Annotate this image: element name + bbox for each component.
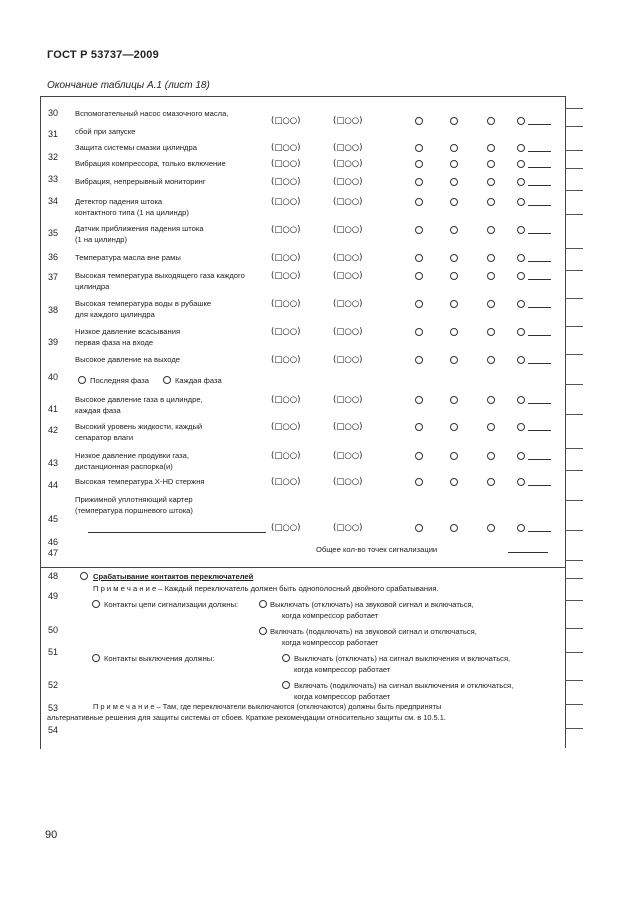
option-3-radio[interactable] [282, 654, 290, 662]
row-number-38: 38 [48, 305, 59, 315]
row-label: Вибрация, непрерывный мониторинг [75, 177, 206, 186]
option-radio-4[interactable] [517, 396, 525, 404]
option-1-line-b: когда компрессор работает [282, 611, 379, 620]
option-1-radio[interactable] [259, 600, 267, 608]
row-number-45: 45 [48, 514, 59, 524]
margin-tick [565, 248, 583, 249]
other-value-field[interactable] [528, 485, 551, 486]
symbol-set-b[interactable]: (□○○) [333, 197, 363, 207]
option-radio-4[interactable] [517, 272, 525, 280]
margin-tick [565, 560, 583, 561]
margin-tick [565, 500, 583, 501]
row-label: сепаратор влаги [75, 433, 134, 442]
margin-tick [565, 126, 583, 127]
row-number-53: 53 [48, 703, 59, 713]
margin-tick [565, 652, 583, 653]
symbol-set-b[interactable]: (□○○) [333, 159, 363, 169]
option-radio-1[interactable] [415, 226, 423, 234]
row-label: Детектор падения штока [75, 197, 163, 206]
row-label: Прижимной уплотняющий картер [75, 495, 193, 504]
alarm-contacts-label: Контакты цепи сигнализации должны: [104, 600, 239, 609]
option-radio-3[interactable] [487, 254, 495, 262]
option-2-radio[interactable] [259, 627, 267, 635]
option-radio-2[interactable] [450, 198, 458, 206]
switch-contacts-title: Срабатывание контактов переключателей [93, 572, 254, 581]
note-1: П р и м е ч а н и е – Каждый переключатель должен быть однополосный двойного срабатывания. [93, 584, 439, 593]
margin-tick [565, 578, 583, 579]
margin-tick [565, 530, 583, 531]
margin-tick [565, 270, 583, 271]
symbol-set-b[interactable]: (□○○) [333, 271, 363, 281]
symbol-set-b[interactable]: (□○○) [333, 299, 363, 309]
row-label: Защита системы смазки цилиндра [75, 143, 197, 152]
row-number-54: 54 [48, 725, 59, 735]
row-number-50: 50 [48, 625, 59, 635]
row-number-40: 40 [48, 372, 59, 382]
option-radio-3[interactable] [487, 178, 495, 186]
option-radio-4[interactable] [517, 198, 525, 206]
option-radio-2[interactable] [450, 226, 458, 234]
row-number-43: 43 [48, 458, 59, 468]
other-value-field[interactable] [528, 151, 551, 152]
symbol-set-b[interactable]: (□○○) [333, 523, 363, 533]
symbol-set-b[interactable]: (□○○) [333, 177, 363, 187]
option-radio-4[interactable] [517, 160, 525, 168]
row-label: Высокая температура выходящего газа каждого [75, 271, 245, 280]
other-value-field[interactable] [528, 531, 551, 532]
option-radio-1[interactable] [415, 423, 423, 431]
symbol-set-a[interactable]: (□○○) [271, 253, 301, 263]
each-phase-radio[interactable] [163, 376, 171, 384]
row-number-34: 34 [48, 196, 59, 206]
row-number-36: 36 [48, 252, 59, 262]
option-radio-4[interactable] [517, 144, 525, 152]
option-radio-1[interactable] [415, 300, 423, 308]
row-number-30: 30 [48, 108, 59, 118]
row-label: Датчик приближения падения штока [75, 224, 204, 233]
option-radio-1[interactable] [415, 272, 423, 280]
other-value-field[interactable] [528, 279, 551, 280]
row-number-49: 49 [48, 591, 59, 601]
row-label: Высокое давление на выходе [75, 355, 180, 364]
symbol-set-a[interactable]: (□○○) [271, 177, 301, 187]
other-value-field[interactable] [528, 430, 551, 431]
table-subtitle: Окончание таблицы А.1 (лист 18) [47, 80, 210, 91]
symbol-set-b[interactable]: (□○○) [333, 355, 363, 365]
symbol-set-a[interactable]: (□○○) [271, 355, 301, 365]
right-border [565, 96, 566, 748]
margin-tick [565, 704, 583, 705]
row-number-46: 46 [48, 537, 59, 547]
row-number-32: 32 [48, 152, 59, 162]
option-radio-1[interactable] [415, 178, 423, 186]
option-radio-3[interactable] [487, 117, 495, 125]
margin-tick [565, 168, 583, 169]
option-radio-4[interactable] [517, 300, 525, 308]
row-label: Высокая температура X-HD стержня [75, 477, 205, 486]
other-value-field[interactable] [528, 363, 551, 364]
option-3-line-a: Выключать (отключать) на сигнал выключения и включаться, [294, 654, 511, 663]
row-number-41: 41 [48, 404, 59, 414]
option-radio-4[interactable] [517, 254, 525, 262]
option-4-radio[interactable] [282, 681, 290, 689]
row-number-47: 47 [48, 548, 59, 558]
option-radio-3[interactable] [487, 300, 495, 308]
total-points-field[interactable] [508, 552, 548, 553]
row-number-35: 35 [48, 228, 59, 238]
row-number-37: 37 [48, 272, 59, 282]
last-phase-radio[interactable] [78, 376, 86, 384]
symbol-set-a[interactable]: (□○○) [271, 271, 301, 281]
symbol-set-a[interactable]: (□○○) [271, 143, 301, 153]
row-label: для каждого цилиндра [75, 310, 155, 319]
option-4-line-a: Включать (подключать) на сигнал выключения и отключаться, [294, 681, 514, 690]
option-radio-4[interactable] [517, 478, 525, 486]
symbol-set-b[interactable]: (□○○) [333, 253, 363, 263]
option-radio-2[interactable] [450, 160, 458, 168]
option-radio-4[interactable] [517, 452, 525, 460]
row-label: дистанционная распорка(и) [75, 462, 173, 471]
option-radio-2[interactable] [450, 423, 458, 431]
other-value-field[interactable] [528, 205, 551, 206]
row-label: сбой при запуске [75, 127, 136, 136]
margin-tick [565, 384, 583, 385]
option-2-line-a: Включать (подключать) на звуковой сигнал и отключаться, [270, 627, 477, 636]
row-label: Высокий уровень жидкости, каждый [75, 422, 203, 431]
margin-tick [565, 728, 583, 729]
option-radio-1[interactable] [415, 144, 423, 152]
option-2-line-b: когда компрессор работает [282, 638, 379, 647]
symbol-set-a[interactable]: (□○○) [271, 159, 301, 169]
other-value-field[interactable] [528, 261, 551, 262]
margin-tick [565, 414, 583, 415]
symbol-set-b[interactable]: (□○○) [333, 116, 363, 126]
margin-tick [565, 326, 583, 327]
symbol-set-a[interactable]: (□○○) [271, 225, 301, 235]
margin-tick [565, 108, 583, 109]
row-label: первая фаза на входе [75, 338, 154, 347]
option-radio-3[interactable] [487, 272, 495, 280]
margin-tick [565, 190, 583, 191]
option-radio-1[interactable] [415, 254, 423, 262]
symbol-set-a[interactable]: (□○○) [271, 422, 301, 432]
option-radio-2[interactable] [450, 452, 458, 460]
row-label: контактного типа (1 на цилиндр) [75, 208, 189, 217]
option-radio-4[interactable] [517, 178, 525, 186]
option-radio-3[interactable] [487, 452, 495, 460]
other-value-field[interactable] [528, 124, 551, 125]
each-phase-label: Каждая фаза [175, 376, 222, 385]
option-3-line-b: когда компрессор работает [294, 665, 391, 674]
symbol-set-b[interactable]: (□○○) [333, 225, 363, 235]
option-radio-4[interactable] [517, 328, 525, 336]
symbol-set-b[interactable]: (□○○) [333, 477, 363, 487]
row-number-44: 44 [48, 480, 59, 490]
switch-contacts-radio[interactable] [80, 572, 88, 580]
row-number-33: 33 [48, 174, 59, 184]
option-radio-1[interactable] [415, 160, 423, 168]
row-label: (температура поршневого штока) [75, 506, 193, 515]
symbol-set-a[interactable]: (□○○) [271, 395, 301, 405]
option-radio-1[interactable] [415, 117, 423, 125]
section-separator [40, 567, 565, 568]
option-radio-1[interactable] [415, 452, 423, 460]
option-radio-2[interactable] [450, 396, 458, 404]
symbol-set-b[interactable]: (□○○) [333, 143, 363, 153]
option-radio-2[interactable] [450, 328, 458, 336]
option-radio-3[interactable] [487, 524, 495, 532]
row-label: каждая фаза [75, 406, 121, 415]
row-label: Высокое давление газа в цилиндре, [75, 395, 203, 404]
option-radio-4[interactable] [517, 117, 525, 125]
symbol-set-a[interactable]: (□○○) [271, 197, 301, 207]
symbol-set-a[interactable]: (□○○) [271, 327, 301, 337]
other-value-field[interactable] [528, 167, 551, 168]
row-number-51: 51 [48, 647, 59, 657]
margin-tick [565, 448, 583, 449]
option-radio-2[interactable] [450, 178, 458, 186]
option-radio-3[interactable] [487, 198, 495, 206]
margin-tick [565, 680, 583, 681]
option-1-line-a: Выключать (отключать) на звуковой сигнал и включаться, [270, 600, 474, 609]
standard-header: ГОСТ Р 53737—2009 [47, 49, 159, 61]
symbol-set-b[interactable]: (□○○) [333, 395, 363, 405]
note-2-line-b: альтернативные решения для защиты системы от сбоев. Краткие рекомендации относительно защиты см. в 10.5.1. [47, 713, 446, 722]
row-label: Вспомогательный насос смазочного масла, [75, 109, 229, 118]
option-radio-1[interactable] [415, 524, 423, 532]
symbol-set-b[interactable]: (□○○) [333, 422, 363, 432]
option-radio-2[interactable] [450, 478, 458, 486]
option-radio-3[interactable] [487, 144, 495, 152]
alarm-contacts-radio[interactable] [92, 600, 100, 608]
option-radio-3[interactable] [487, 160, 495, 168]
option-radio-2[interactable] [450, 524, 458, 532]
row-number-39: 39 [48, 337, 59, 347]
other-value-field[interactable] [528, 459, 551, 460]
note-2-line-a: П р и м е ч а н и е – Там, где переключатели выключаются (отключаются) должны быть предприняты [93, 702, 442, 711]
row-label: (1 на цилиндр) [75, 235, 128, 244]
page-number: 90 [45, 829, 58, 841]
symbol-set-a[interactable]: (□○○) [271, 116, 301, 126]
option-4-line-b: когда компрессор работает [294, 692, 391, 701]
row-label: Низкое давление продувки газа, [75, 451, 189, 460]
option-radio-2[interactable] [450, 254, 458, 262]
margin-tick [565, 354, 583, 355]
margin-tick [565, 470, 583, 471]
other-value-field[interactable] [528, 335, 551, 336]
option-radio-2[interactable] [450, 356, 458, 364]
symbol-set-b[interactable]: (□○○) [333, 327, 363, 337]
custom-signal-line[interactable] [88, 532, 266, 533]
row-label: цилиндра [75, 282, 110, 291]
row-number-42: 42 [48, 425, 59, 435]
margin-tick [565, 214, 583, 215]
shutdown-contacts-radio[interactable] [92, 654, 100, 662]
shutdown-contacts-label: Контакты выключения должны: [104, 654, 215, 663]
row-label: Высокая температура воды в рубашке [75, 299, 212, 308]
other-value-field[interactable] [528, 233, 551, 234]
other-value-field[interactable] [528, 307, 551, 308]
option-radio-1[interactable] [415, 396, 423, 404]
row-label: Вибрация компрессора, только включение [75, 159, 226, 168]
row-number-31: 31 [48, 129, 59, 139]
row-label: Температура масла вне рамы [75, 253, 181, 262]
margin-tick [565, 298, 583, 299]
total-points-label: Общее кол-во точек сигнализации [316, 545, 438, 554]
option-radio-3[interactable] [487, 396, 495, 404]
option-radio-1[interactable] [415, 198, 423, 206]
option-radio-2[interactable] [450, 144, 458, 152]
option-radio-3[interactable] [487, 328, 495, 336]
option-radio-2[interactable] [450, 117, 458, 125]
option-radio-1[interactable] [415, 478, 423, 486]
row-label: Низкое давление всасывания [75, 327, 181, 336]
row-number-52: 52 [48, 680, 59, 690]
option-radio-3[interactable] [487, 423, 495, 431]
option-radio-1[interactable] [415, 356, 423, 364]
symbol-set-b[interactable]: (□○○) [333, 451, 363, 461]
margin-tick [565, 628, 583, 629]
option-radio-1[interactable] [415, 328, 423, 336]
last-phase-label: Последняя фаза [90, 376, 150, 385]
option-radio-2[interactable] [450, 300, 458, 308]
symbol-set-a[interactable]: (□○○) [271, 477, 301, 487]
symbol-set-a[interactable]: (□○○) [271, 299, 301, 309]
option-radio-4[interactable] [517, 226, 525, 234]
margin-tick [565, 600, 583, 601]
symbol-set-a[interactable]: (□○○) [271, 523, 301, 533]
other-value-field[interactable] [528, 403, 551, 404]
option-radio-4[interactable] [517, 356, 525, 364]
margin-tick [565, 150, 583, 151]
option-radio-3[interactable] [487, 226, 495, 234]
option-radio-3[interactable] [487, 478, 495, 486]
row-number-48: 48 [48, 571, 59, 581]
option-radio-4[interactable] [517, 423, 525, 431]
symbol-set-a[interactable]: (□○○) [271, 451, 301, 461]
option-radio-2[interactable] [450, 272, 458, 280]
option-radio-3[interactable] [487, 356, 495, 364]
option-radio-4[interactable] [517, 524, 525, 532]
other-value-field[interactable] [528, 185, 551, 186]
